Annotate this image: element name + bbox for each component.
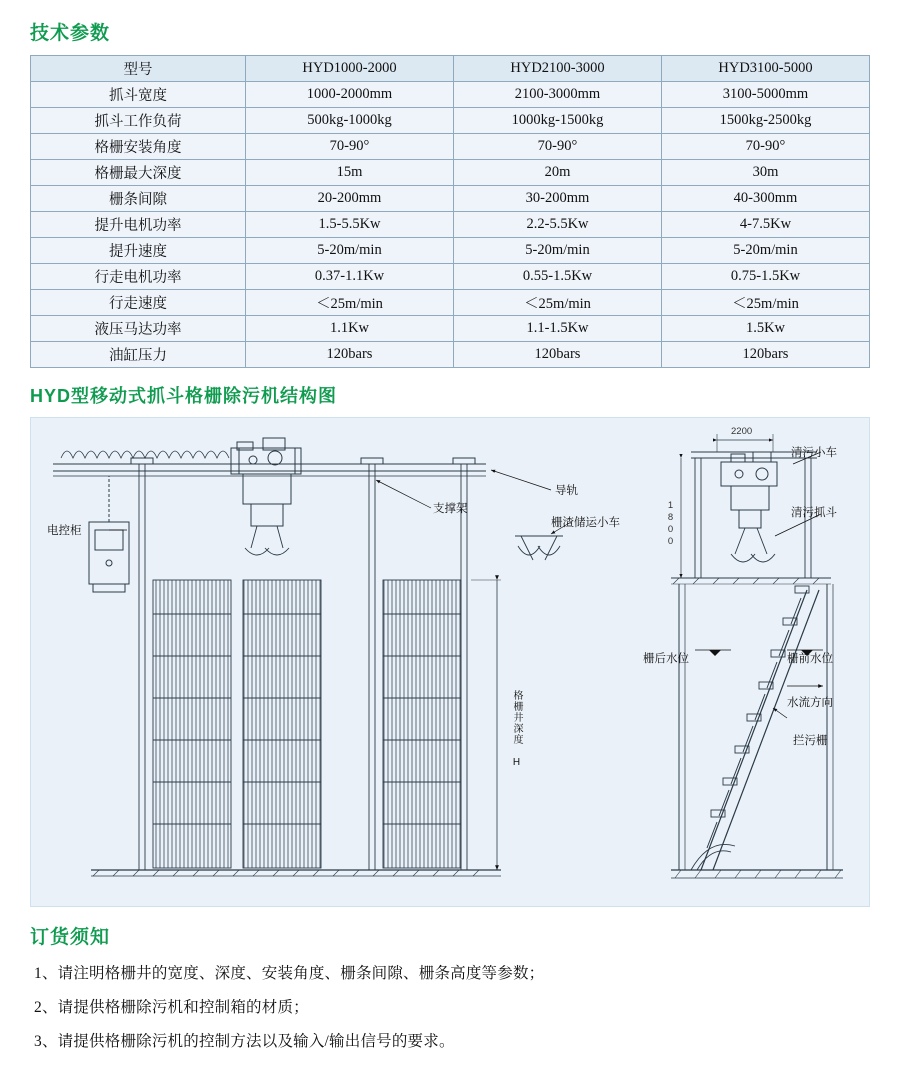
row-value: 120bars xyxy=(246,342,454,368)
col-header-model: 型号 xyxy=(31,56,246,82)
row-value: 120bars xyxy=(454,342,662,368)
col-header-hyd2100: HYD2100-3000 xyxy=(454,56,662,82)
row-value: 120bars xyxy=(662,342,870,368)
structure-diagram xyxy=(30,417,870,907)
row-label: 油缸压力 xyxy=(31,342,246,368)
row-value: 5-20m/min xyxy=(246,238,454,264)
row-value: 0.75-1.5Kw xyxy=(662,264,870,290)
row-value: 0.55-1.5Kw xyxy=(454,264,662,290)
row-value: ＜25m/min xyxy=(454,290,662,316)
row-label: 抓斗工作负荷 xyxy=(31,108,246,134)
label-support-frame: 支撑架 xyxy=(433,503,468,515)
row-value: 20m xyxy=(454,160,662,186)
row-value: 1500kg-2500kg xyxy=(662,108,870,134)
row-label: 栅条间隙 xyxy=(31,186,246,212)
table-row xyxy=(31,238,870,264)
col-header-hyd3100: HYD3100-5000 xyxy=(662,56,870,82)
row-value: 0.37-1.1Kw xyxy=(246,264,454,290)
row-value: 1000kg-1500kg xyxy=(454,108,662,134)
row-value: 70-90° xyxy=(246,134,454,160)
row-value: 70-90° xyxy=(662,134,870,160)
row-label: 格栅最大深度 xyxy=(31,160,246,186)
row-value: 3100-5000mm xyxy=(662,82,870,108)
table-row xyxy=(31,160,870,186)
label-cleaning-trolley: 清污小车 xyxy=(791,447,837,459)
table-row xyxy=(31,186,870,212)
notice-item: 3、请提供格栅除污机的控制方法以及输入/输出信号的要求。 xyxy=(34,1033,455,1051)
label-water-level-behind: 栅后水位 xyxy=(643,653,689,665)
order-notice-heading: 订货须知 xyxy=(30,927,111,948)
table-header-row xyxy=(31,56,870,82)
row-value: 1.1-1.5Kw xyxy=(454,316,662,342)
row-label: 行走电机功率 xyxy=(31,264,246,290)
row-value: 5-20m/min xyxy=(454,238,662,264)
row-value: 2.2-5.5Kw xyxy=(454,212,662,238)
row-label: 行走速度 xyxy=(31,290,246,316)
row-value: 15m xyxy=(246,160,454,186)
label-trash-screen: 拦污栅 xyxy=(793,735,828,747)
row-value: 1.1Kw xyxy=(246,316,454,342)
row-label: 提升电机功率 xyxy=(31,212,246,238)
diagram-drawing xyxy=(31,418,869,906)
row-label: 液压马达功率 xyxy=(31,316,246,342)
tech-params-heading: 技术参数 xyxy=(30,23,111,44)
row-value: ＜25m/min xyxy=(662,290,870,316)
label-flow-direction: 水流方向 xyxy=(787,697,833,709)
row-value: 1.5-5.5Kw xyxy=(246,212,454,238)
notice-item: 2、请提供格栅除污机和控制箱的材质； xyxy=(34,999,309,1017)
label-storage-trolley: 栅渣储运小车 xyxy=(551,517,620,529)
label-electrical-cabinet: 电控柜 xyxy=(47,525,82,537)
row-value: 30-200mm xyxy=(454,186,662,212)
label-dim-height: 1800 xyxy=(665,500,676,548)
table-row xyxy=(31,316,870,342)
row-label: 提升速度 xyxy=(31,238,246,264)
row-value: 20-200mm xyxy=(246,186,454,212)
label-water-level-front: 栅前水位 xyxy=(787,653,833,665)
label-rail: 导轨 xyxy=(555,485,578,497)
table-row xyxy=(31,82,870,108)
label-grid-well-depth: 格栅井深度 H xyxy=(511,690,522,769)
row-value: 2100-3000mm xyxy=(454,82,662,108)
table-row xyxy=(31,290,870,316)
label-dim-width: 2200 xyxy=(731,426,753,437)
row-value: ＜25m/min xyxy=(246,290,454,316)
row-label: 格栅安装角度 xyxy=(31,134,246,160)
row-value: 1000-2000mm xyxy=(246,82,454,108)
label-cleaning-grab: 清污抓斗 xyxy=(791,507,837,519)
table-row xyxy=(31,134,870,160)
row-value: 70-90° xyxy=(454,134,662,160)
row-value: 40-300mm xyxy=(662,186,870,212)
row-value: 5-20m/min xyxy=(662,238,870,264)
row-value: 1.5Kw xyxy=(662,316,870,342)
row-label: 抓斗宽度 xyxy=(31,82,246,108)
row-value: 30m xyxy=(662,160,870,186)
table-row xyxy=(31,108,870,134)
spec-table xyxy=(30,55,870,368)
table-row xyxy=(31,342,870,368)
col-header-hyd1000: HYD1000-2000 xyxy=(246,56,454,82)
row-value: 4-7.5Kw xyxy=(662,212,870,238)
table-row xyxy=(31,264,870,290)
structure-diagram-heading: HYD型移动式抓斗格栅除污机结构图 xyxy=(30,386,338,406)
notice-item: 1、请注明格栅井的宽度、深度、安装角度、栅条间隙、栅条高度等参数； xyxy=(34,965,545,982)
row-value: 500kg-1000kg xyxy=(246,108,454,134)
table-row xyxy=(31,212,870,238)
